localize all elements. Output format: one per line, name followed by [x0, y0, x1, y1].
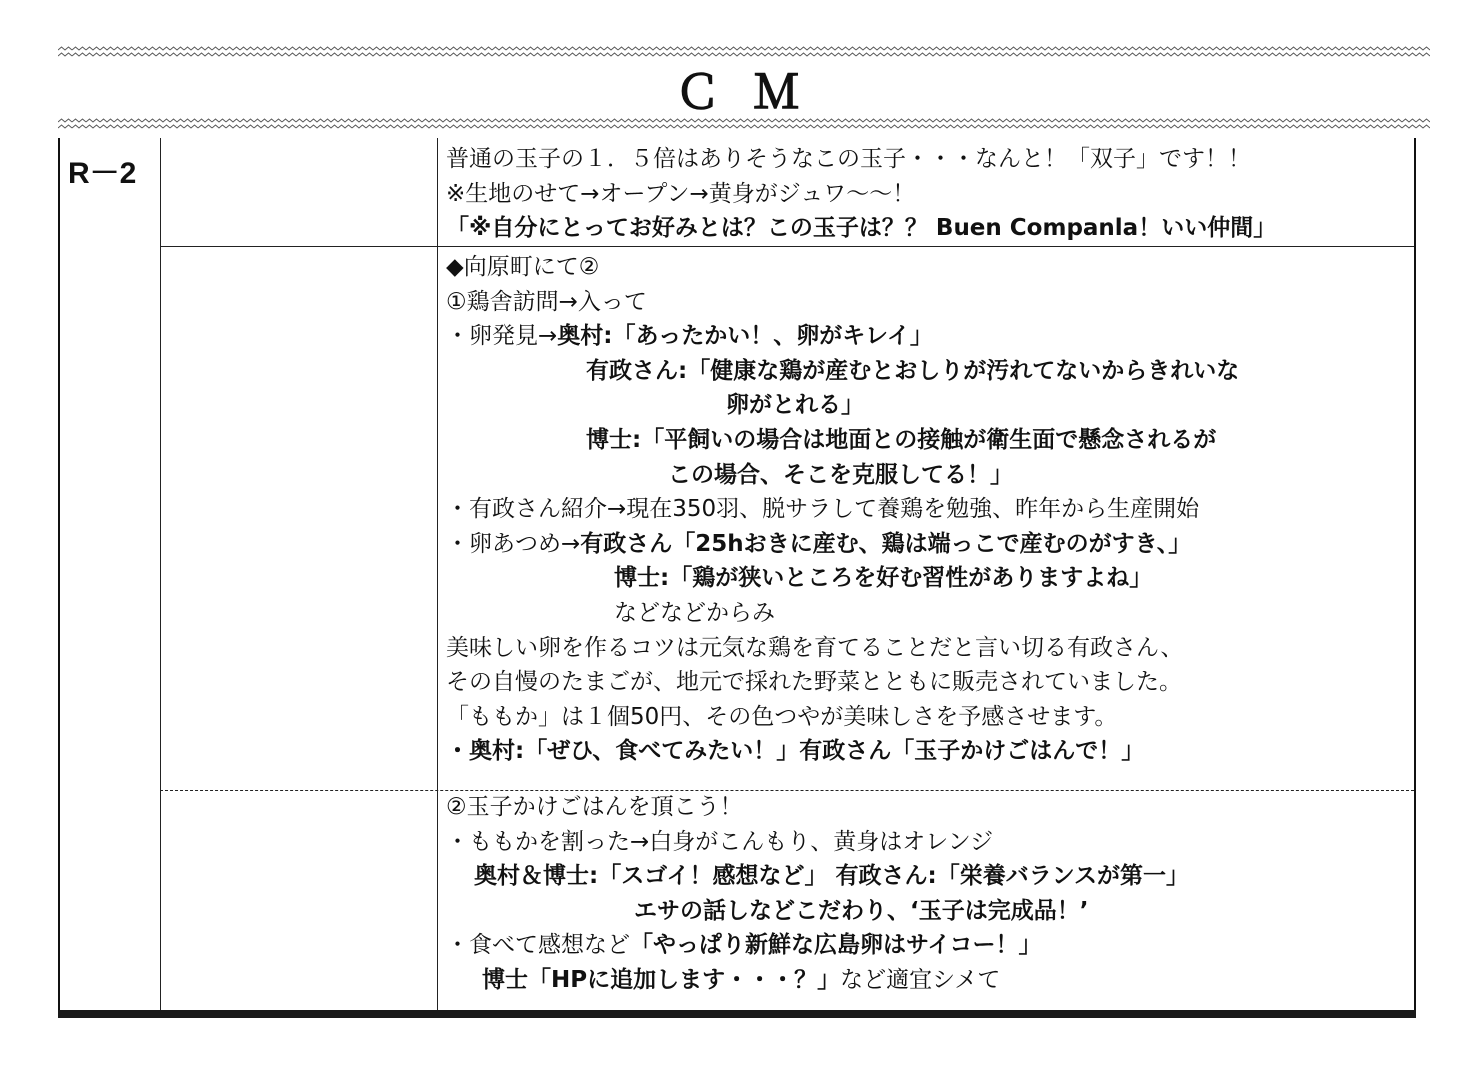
script-line: ・ももかを割った→白身がこんもり、黄身はオレンジ: [446, 828, 994, 855]
narration-line: 「ももか」は１個50円、その色つやが美味しさを予感させます。: [446, 703, 1118, 730]
script-line: などなどからみ: [614, 599, 775, 626]
script-line-part: など適宜シメて: [840, 966, 1001, 993]
dialogue-bold: 奥村:「あったかい！、卵がキレイ」: [557, 323, 933, 350]
zigzag-border-bottom: [58, 118, 1430, 132]
dialogue-bold: 有政さん「25hおきに産む、鶏は端っこで産むのがすき、」: [580, 530, 1192, 557]
script-line: [446, 319, 1408, 354]
script-line: [446, 527, 1408, 562]
scene-code: R－2: [68, 157, 137, 190]
script-cell-3: [446, 790, 1408, 998]
narration-line: 美味しい卵を作るコツは元気な鶏を育てることだと言い切る有政さん、: [446, 634, 1184, 661]
script-cell-1: [446, 142, 1408, 246]
dialogue-bold: 「やっぱり新鮮な広島卵はサイコー！」: [630, 932, 1042, 959]
script-cell-2: [446, 250, 1408, 769]
dialogue-line: この場合、そこを克服してる！」: [668, 461, 1013, 488]
dialogue-line: エサの話しなどこだわり、‘玉子は完成品！’: [634, 897, 1089, 924]
narration-line: その自慢のたまごが、地元で採れた野菜とともに販売されていました。: [446, 669, 1182, 696]
script-line: [446, 963, 1408, 998]
script-line: ②玉子かけごはんを頂こう！: [446, 794, 743, 820]
script-line-part: ・卵発見→: [446, 323, 558, 350]
script-line-part: ・食べて感想など: [446, 932, 630, 959]
script-line-bold: 「※自分にとってお好みとは？この玉子は？？ Buen Companla！いい仲間」: [446, 215, 1277, 242]
dialogue-line: ・奥村:「ぜひ、食べてみたい！」有政さん「玉子かけごはんで！」: [446, 738, 1145, 765]
dialogue-line: 博士:「平飼いの場合は地面との接触が衛生面で懸念されるが: [586, 426, 1217, 453]
script-table: [58, 138, 1416, 1012]
script-line-part: ・卵あつめ→: [446, 530, 581, 557]
page-title: Ｃ Ｍ: [674, 66, 810, 118]
script-line: ①鶏舎訪問→入って: [446, 288, 647, 315]
dialogue-bold: 博士「HPに追加します・・・？」: [482, 966, 841, 993]
zigzag-pattern-top: [58, 46, 1430, 60]
zigzag-pattern-bottom: [58, 118, 1430, 132]
dialogue-line: 奥村＆博士:「スゴイ！感想など」 有政さん:「栄養バランスが第一」: [474, 863, 1190, 890]
script-line: ・有政さん紹介→現在350羽、脱サラして養鶏を勉強、昨年から生産開始: [446, 496, 1200, 523]
column-divider-2: [437, 138, 438, 1012]
script-line: ◆向原町にて②: [446, 254, 600, 280]
dialogue-line: 卵がとれる」: [726, 392, 864, 419]
zigzag-border-top: [58, 46, 1430, 60]
script-line: 普通の玉子の１．５倍はありそうなこの玉子・・・なんと！「双子」です！！: [446, 146, 1251, 172]
dialogue-line: 博士:「鶏が狭いところを好む習性がありますよね」: [614, 565, 1153, 592]
script-line: ※生地のせて→オープン→黄身がジュワ～～！: [446, 180, 916, 207]
dialogue-line: 有政さん:「健康な鶏が産むとおしりが汚れてないからきれいな: [586, 357, 1240, 384]
column-divider-1: [160, 138, 161, 1012]
script-line: [446, 928, 1408, 963]
row-divider-solid: [160, 246, 1414, 247]
bottom-rule: [58, 1010, 1416, 1018]
